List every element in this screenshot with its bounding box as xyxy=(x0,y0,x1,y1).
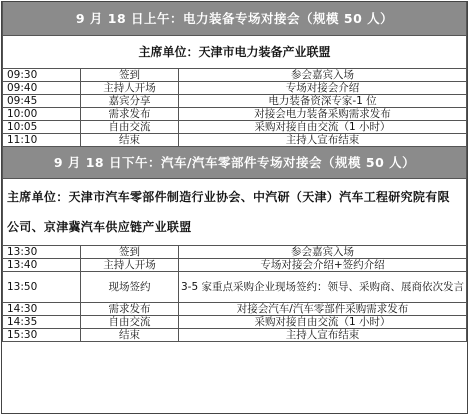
table-row xyxy=(3,246,467,259)
table-row xyxy=(3,121,467,134)
content-cell: 对接会电力装备采购需求发布 xyxy=(179,108,467,121)
content-cell: 参会嘉宾入场 xyxy=(179,69,467,82)
session1-header-row xyxy=(3,2,467,36)
session2-host-row xyxy=(3,179,467,246)
table-row xyxy=(3,316,467,329)
content-cell: 采购对接自由交流（1 小时） xyxy=(179,316,467,329)
item-cell: 主持人开场 xyxy=(81,82,179,95)
table-row xyxy=(3,82,467,95)
content-cell: 对接会汽车/汽车零部件采购需求发布 xyxy=(179,303,467,316)
item-cell: 签到 xyxy=(81,246,179,259)
time-cell: 13:50 xyxy=(3,272,81,303)
time-cell: 15:30 xyxy=(3,329,81,342)
time-cell: 09:45 xyxy=(3,95,81,108)
item-cell: 嘉宾分享 xyxy=(81,95,179,108)
time-cell: 10:00 xyxy=(3,108,81,121)
item-cell: 签到 xyxy=(81,69,179,82)
content-cell: 采购对接自由交流（1 小时） xyxy=(179,121,467,134)
time-cell: 10:05 xyxy=(3,121,81,134)
time-cell: 13:40 xyxy=(3,259,81,272)
time-cell: 14:35 xyxy=(3,316,81,329)
table-row xyxy=(3,329,467,342)
content-cell: 专场对接会介绍 xyxy=(179,82,467,95)
content-cell: 主持人宣布结束 xyxy=(179,134,467,147)
item-cell: 自由交流 xyxy=(81,316,179,329)
time-cell: 09:30 xyxy=(3,69,81,82)
session1-host: 主席单位：天津市电力装备产业联盟 xyxy=(3,36,467,69)
content-cell: 专场对接会介绍+签约介绍 xyxy=(179,259,467,272)
item-cell: 结束 xyxy=(81,329,179,342)
table-row xyxy=(3,272,467,303)
table-row xyxy=(3,69,467,82)
session2-title: 9 月 18 日下午：汽车/汽车零部件专场对接会（规模 50 人） xyxy=(3,147,467,179)
content-cell: 3-5 家重点采购企业现场签约：领导、采购商、展商依次发言 xyxy=(179,272,467,303)
content-cell: 参会嘉宾入场 xyxy=(179,246,467,259)
session1-title: 9 月 18 日上午：电力装备专场对接会（规模 50 人） xyxy=(3,2,467,36)
schedule-sheet xyxy=(1,1,468,414)
schedule-table xyxy=(2,2,467,342)
item-cell: 自由交流 xyxy=(81,121,179,134)
session1-host-row xyxy=(3,36,467,69)
table-row xyxy=(3,95,467,108)
item-cell: 需求发布 xyxy=(81,303,179,316)
session2-host: 主席单位：天津市汽车零部件制造行业协会、中汽研（天津）汽车工程研究院有限公司、京津冀汽车供应链产业联盟 xyxy=(3,179,467,246)
item-cell: 主持人开场 xyxy=(81,259,179,272)
time-cell: 14:30 xyxy=(3,303,81,316)
time-cell: 11:10 xyxy=(3,134,81,147)
item-cell: 需求发布 xyxy=(81,108,179,121)
table-row xyxy=(3,108,467,121)
table-row xyxy=(3,259,467,272)
session2-header-row xyxy=(3,147,467,179)
content-cell: 电力装备资深专家-1 位 xyxy=(179,95,467,108)
table-row xyxy=(3,134,467,147)
item-cell: 结束 xyxy=(81,134,179,147)
time-cell: 13:30 xyxy=(3,246,81,259)
item-cell: 现场签约 xyxy=(81,272,179,303)
table-row xyxy=(3,303,467,316)
content-cell: 主持人宣布结束 xyxy=(179,329,467,342)
time-cell: 09:40 xyxy=(3,82,81,95)
